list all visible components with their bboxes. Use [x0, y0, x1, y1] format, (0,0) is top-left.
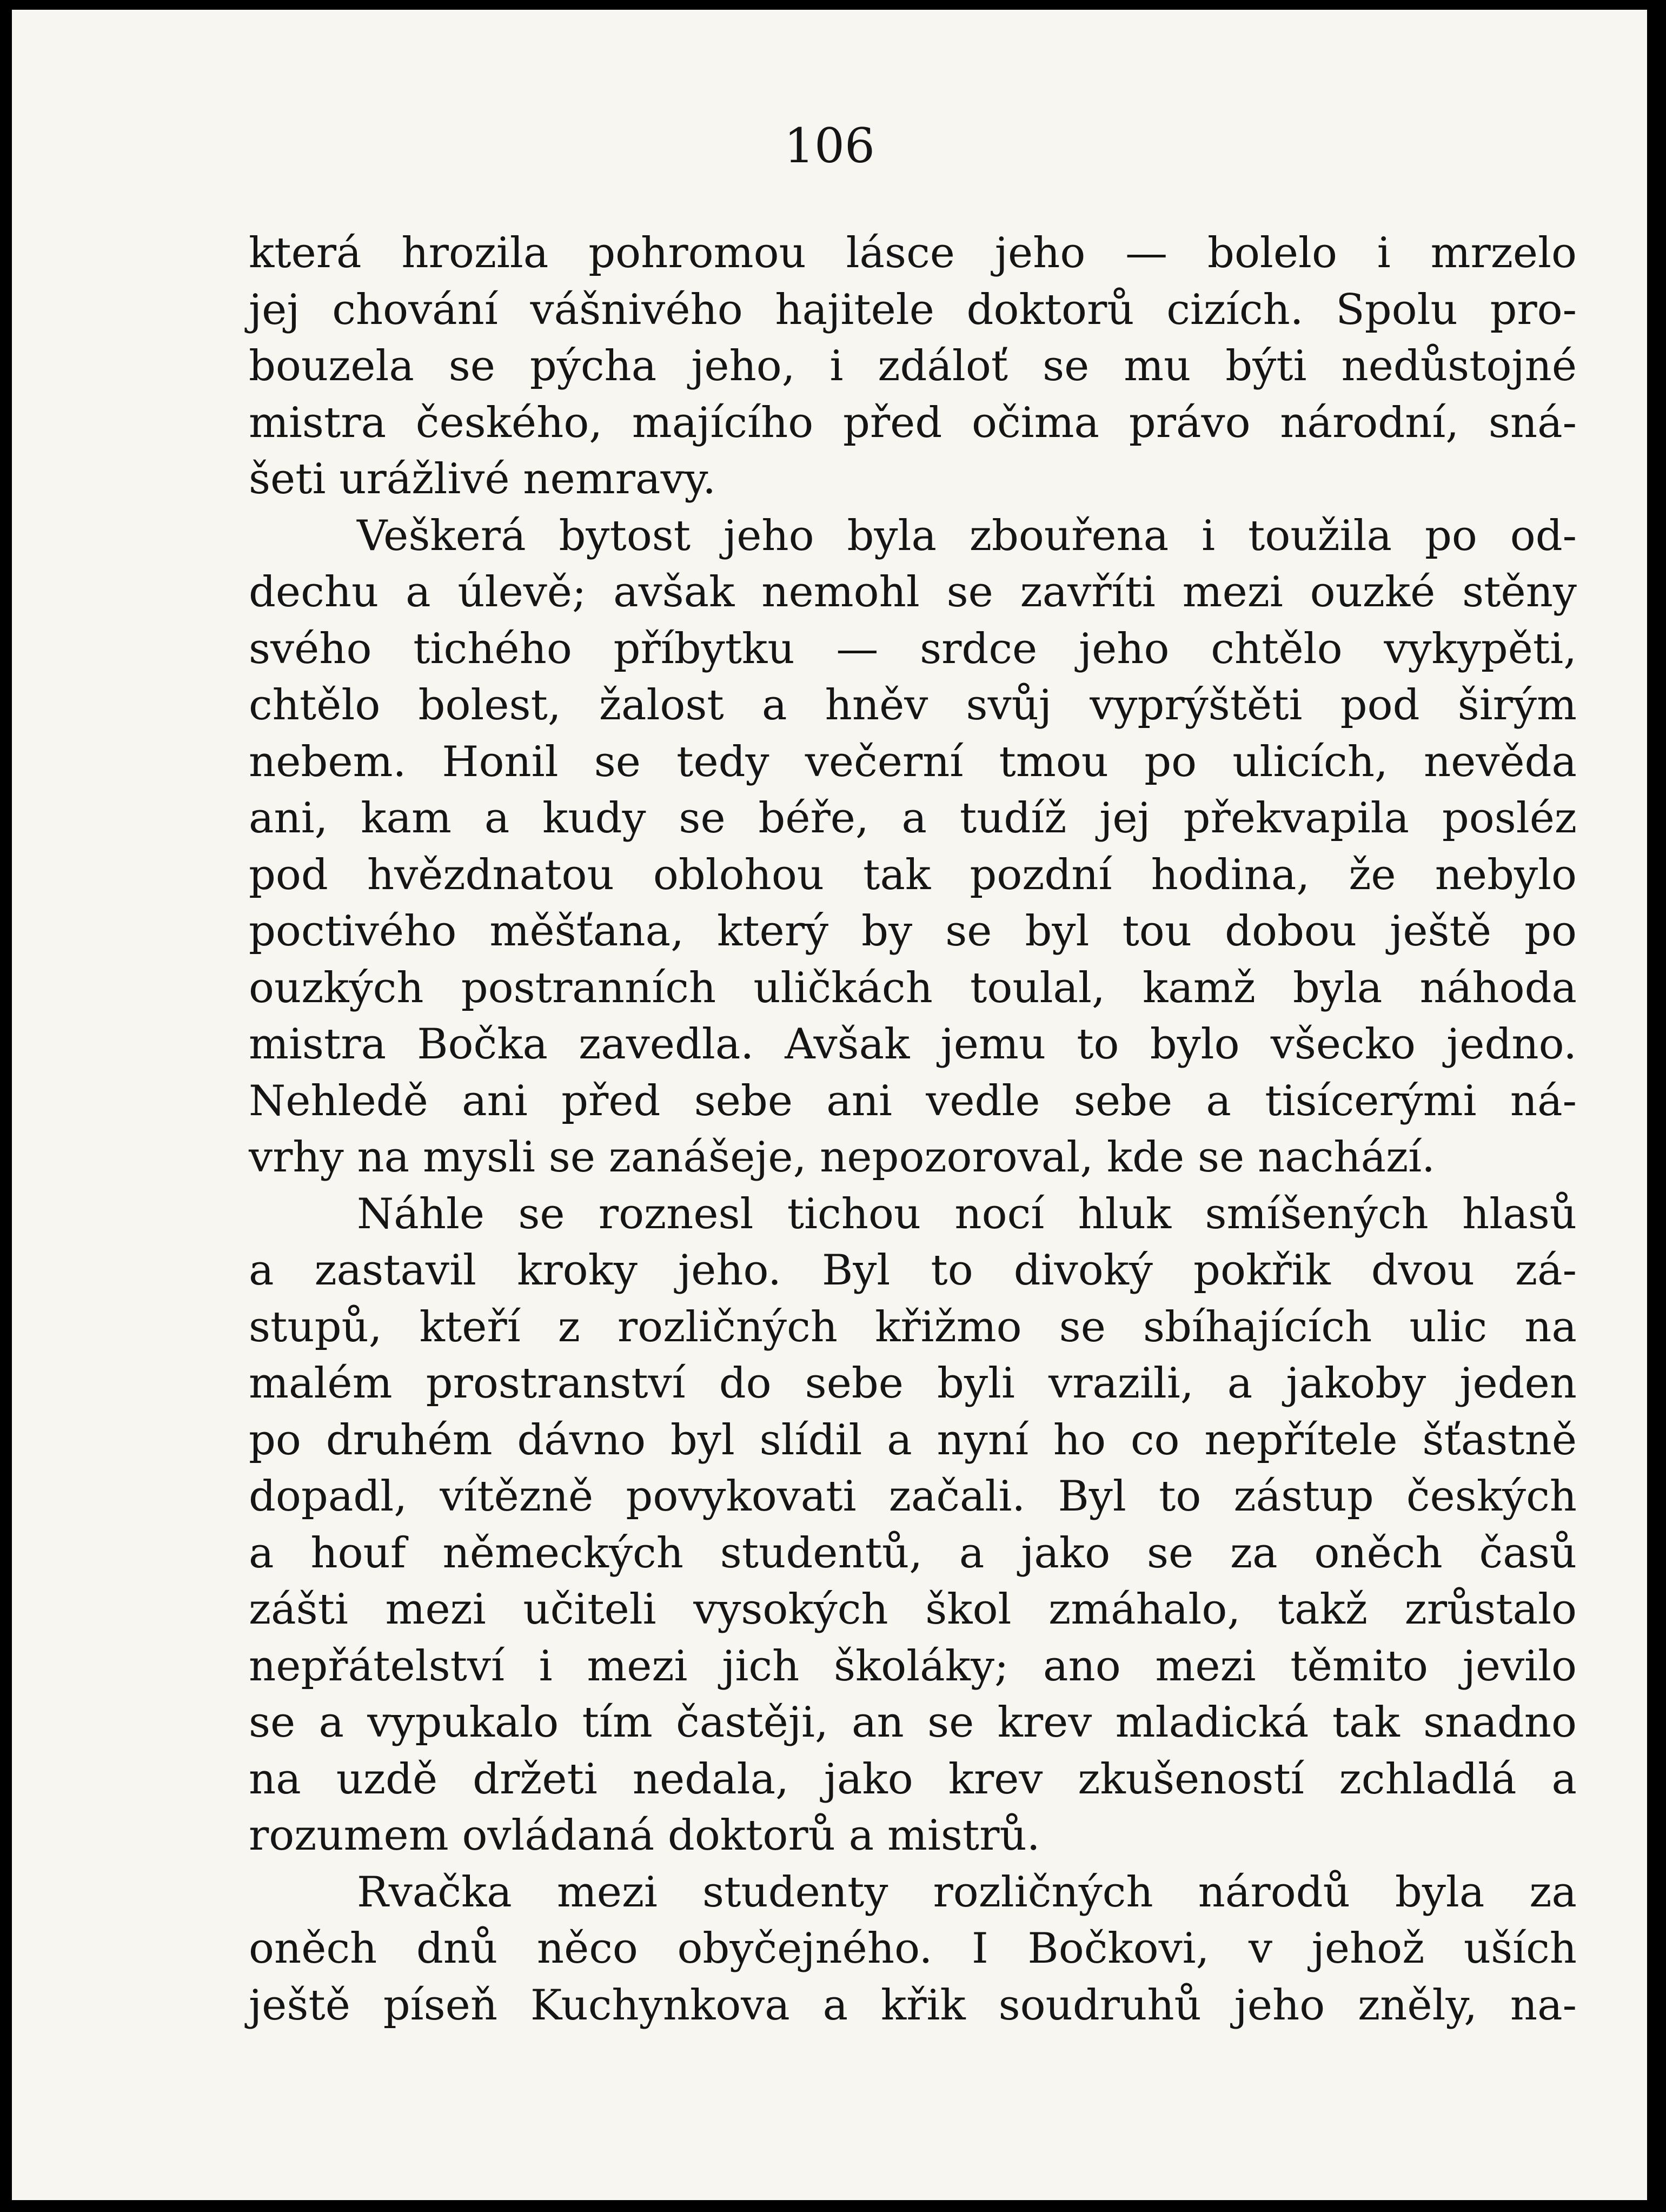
text-line: šeti urážlivé nemravy. [249, 455, 716, 504]
text-line: poctivého měšťana, který by se byl tou dobou ještě po [249, 907, 1577, 956]
text-line: chtělo bolest, žalost a hněv svůj vyprýštěti pod širým [249, 681, 1577, 730]
text-line: dopadl, vítězně povykovati začali. Byl to zástup českých [249, 1472, 1577, 1521]
text-line: pod hvězdnatou oblohou tak pozdní hodina, že nebylo [249, 850, 1577, 899]
text-line: vrhy na mysli se zanášeje, nepozoroval, kde se nachází. [249, 1133, 1435, 1182]
text-line: bouzela se pýcha jeho, i zdáloť se mu býti nedůstojné [249, 342, 1577, 390]
text-line: Nehledě ani před sebe ani vedle sebe a tisícerými ná- [249, 1076, 1577, 1125]
text-line: oněch dnů něco obyčejného. I Bočkovi, v jehož uších [249, 1924, 1577, 1973]
book-page [12, 10, 1647, 2200]
text-line: jej chování vášnivého hajitele doktorů cizích. Spolu pro- [249, 285, 1577, 334]
text-line: ouzkých postranních uličkách toulal, kamž byla náhoda [249, 963, 1577, 1012]
text-line: na uzdě držeti nedala, jako krev zkušeností zchladlá a [249, 1754, 1577, 1804]
text-line: ani, kam a kudy se béře, a tudíž jej překvapila posléz [249, 794, 1577, 843]
text-line: zášti mezi učiteli vysokých škol zmáhalo, takž zrůstalo [249, 1585, 1577, 1634]
text-line: svého tichého příbytku — srdce jeho chtělo vykypěti, [249, 624, 1577, 673]
text-line: a houf německých studentů, a jako se za oněch časů [249, 1528, 1577, 1578]
text-line: malém prostranství do sebe byli vrazili, a jakoby jeden [249, 1359, 1577, 1408]
body-text [249, 225, 1577, 2034]
text-line: rozumem ovládaná doktorů a mistrů. [249, 1811, 1040, 1860]
text-line: Rvačka mezi studenty rozličných národů byla za [357, 1867, 1577, 1917]
text-line: stupů, kteří z rozličných křižmo se sbíhajících ulic na [249, 1302, 1577, 1352]
text-line: a zastavil kroky jeho. Byl to divoký pokřik dvou zá- [249, 1246, 1577, 1295]
text-line: ještě píseň Kuchynkova a křik soudruhů jeho zněly, na- [249, 1981, 1577, 2030]
text-line: Veškerá bytost jeho byla zbouřena i toužila po od- [357, 511, 1577, 560]
text-line: dechu a úlevě; avšak nemohl se zavříti mezi ouzké stěny [249, 568, 1577, 617]
text-line: nepřátelství i mezi jich školáky; ano mezi těmito jevilo [249, 1641, 1577, 1691]
text-line: mistra Bočka zavedla. Avšak jemu to bylo všecko jedno. [249, 1020, 1577, 1069]
text-line: se a vypukalo tím častěji, an se krev mladická tak snadno [249, 1698, 1577, 1747]
text-line: po druhém dávno byl slídil a nyní ho co nepřítele šťastně [249, 1415, 1577, 1465]
text-line: nebem. Honil se tedy večerní tmou po ulicích, nevěda [249, 737, 1577, 786]
text-line: mistra českého, majícího před očima právo národní, sná- [249, 398, 1577, 447]
text-line: která hrozila pohromou lásce jeho — bolelo i mrzelo [249, 229, 1577, 277]
text-line: Náhle se roznesl tichou nocí hluk smíšených hlasů [357, 1189, 1577, 1239]
page-number: 106 [784, 118, 875, 174]
